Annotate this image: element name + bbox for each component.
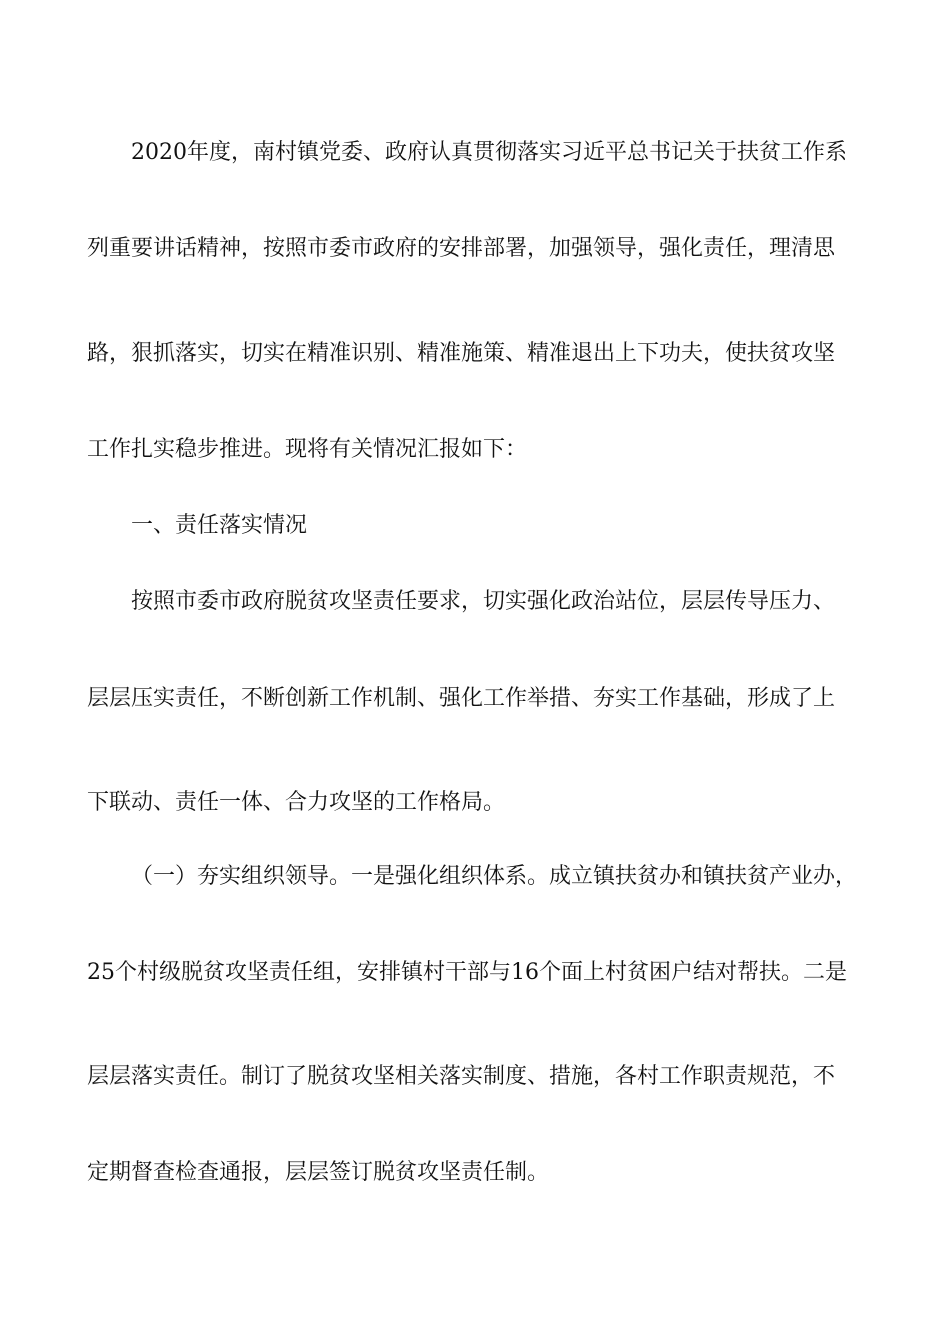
- paragraph-3-line-3: 层层落实责任。制订了脱贫攻坚相关落实制度、措施，各村工作职责规范，不: [87, 1064, 836, 1089]
- paragraph-2-line-1: 按照市委市政府脱贫攻坚责任要求，切实强化政治站位，层层传导压力、: [131, 589, 836, 614]
- paragraph-3-line-4: 定期督查检查通报，层层签订脱贫攻坚责任制。: [87, 1160, 550, 1185]
- paragraph-3-line-1: （一）夯实组织领导。一是强化组织体系。成立镇扶贫办和镇扶贫产业办，: [131, 864, 858, 889]
- paragraph-2-line-3: 下联动、责任一体、合力攻坚的工作格局。: [87, 790, 506, 815]
- paragraph-1-line-2: 列重要讲话精神，按照市委市政府的安排部署，加强领导，强化责任，理清思: [87, 236, 836, 261]
- paragraph-1-line-3: 路，狠抓落实，切实在精准识别、精准施策、精准退出上下功夫，使扶贫攻坚: [87, 341, 836, 366]
- paragraph-1-line-1: 2020年度，南村镇党委、政府认真贯彻落实习近平总书记关于扶贫工作系: [131, 140, 847, 165]
- section-heading: 一、责任落实情况: [131, 513, 308, 538]
- paragraph-3-line-2: 25个村级脱贫攻坚责任组，安排镇村干部与16个面上村贫困户结对帮扶。二是: [87, 960, 847, 985]
- paragraph-1-line-4: 工作扎实稳步推进。现将有关情况汇报如下：: [87, 437, 528, 462]
- paragraph-2-line-2: 层层压实责任，不断创新工作机制、强化工作举措、夯实工作基础，形成了上: [87, 686, 836, 711]
